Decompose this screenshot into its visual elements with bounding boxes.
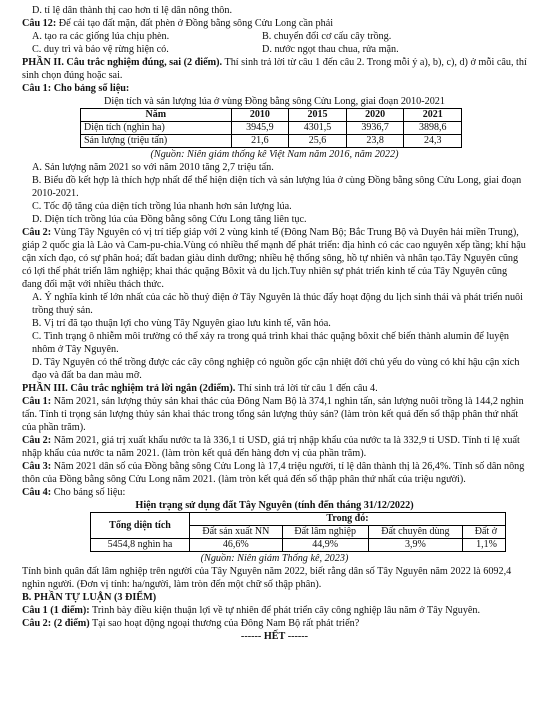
part2-q1-text: Cho bảng số liệu:: [53, 83, 130, 94]
partB-q1: [22, 604, 527, 617]
table-subheader-cell: Đất lâm nghiệp: [282, 526, 368, 539]
part2-q2-option-d: D. Tây Nguyên có thể trồng được các cây công nghiệp có nguồn gốc cận nhiệt đới chủ yếu do vùng có khí hậu cận xích đạo và đất ba dan màu mỡ.: [32, 357, 520, 381]
end-marker: ------ HẾT ------: [240, 631, 309, 642]
q12-stem: [22, 17, 527, 30]
part3-q3: [22, 460, 527, 486]
table-cell: 4301,5: [289, 122, 347, 135]
table2-title: Hiện trạng sử dụng đất Tây Nguyên (tính đến tháng 31/12/2022): [135, 500, 414, 511]
part2-q2-option-b: B. Vị trí đã tạo thuận lợi cho vùng Tây Nguyên giao lưu kinh tế, văn hóa.: [32, 318, 331, 329]
q12-option-c: C. duy trì và bảo vệ rừng hiện có.: [32, 44, 169, 55]
part2-q1-option-d: D. Diện tích trồng lúa của Đồng bằng sông Cửu Long tăng liên tục.: [32, 214, 307, 225]
part2-q1-label: Câu 1:: [22, 83, 52, 94]
q12-option-d: D. nước ngọt thau chua, rửa mặn.: [262, 44, 399, 55]
table-header-cell: Năm: [81, 109, 232, 122]
table-cell: 3936,7: [346, 122, 404, 135]
partB-title-text: B. PHẦN TỰ LUẬN (3 ĐIỂM): [22, 592, 157, 603]
part2-title: PHẦN II. Câu trắc nghiệm đúng, sai (2 điểm).: [22, 57, 223, 68]
table-header-row: [91, 513, 506, 526]
table-header-cell: 2010: [231, 109, 289, 122]
part3-title: PHẦN III. Câu trắc nghiệm trả lời ngắn (2điểm).: [22, 383, 236, 394]
part3-q2-text: Năm 2021, giá trị xuất khẩu nước ta là 336,1 tỉ USD, giá trị nhập khẩu của nước ta là 332,9 tỉ USD. Tính tỉ lệ xuất nhập khẩu của nước ta năm 2021. (làm tròn kết quả đến hàng đơn vị của phần trăm).: [22, 435, 520, 459]
table1-title: Diện tích và sản lượng lúa ở vùng Đồng bằng sông Cửu Long, giai đoạn 2010-2021: [104, 96, 445, 107]
table1-source: (Nguồn: Niên giám thống kê Việt Nam năm 2016, năm 2022): [150, 149, 399, 160]
table2-source: (Nguồn: Niên giám Thống kê, 2023): [200, 553, 349, 564]
part2-q2-label: Câu 2:: [22, 227, 52, 238]
table-subheader-cell: Đất sản xuất NN: [190, 526, 283, 539]
table-cell: 5454,8 nghìn ha: [91, 539, 190, 552]
part3-q1-text: Năm 2021, sản lượng thủy sản khai thác của Đông Nam Bộ là 374,1 nghìn tấn, sản lượng nuôi trồng là 144,2 nghìn tấn. Tính tỉ trọng sản lượng thủy sản khai thác trong tổng sản lượng thủy sản? (làm tròn kết quả đến số thập phân thứ nhất của phần trăm).: [22, 396, 524, 433]
q11-option-d: D. tỉ lệ dân thành thị cao hơn tỉ lệ dân nông thôn.: [32, 5, 233, 16]
table-cell: 46,6%: [190, 539, 283, 552]
table-cell: 24,3: [404, 135, 462, 148]
table-header-cell: Tổng diện tích: [91, 513, 190, 539]
part2-q2-text: Vùng Tây Nguyên có vị trí tiếp giáp với 2 vùng kinh tế (Đông Nam Bộ; Bắc Trung Bộ và Duyên hải miền Trung), giáp 2 quốc gia là Lào và Cam-pu-chia.Vùng có nhiều thế mạnh để phát triển: địa hình có các cao nguyên xếp tầng; khí hậu cận xích đạo, có sự phân hoá; đất badan giàu dinh dưỡng; nhiều hệ thống sông, hồ tự nhiên và nhân tạo.Tây Nguyên cũng có lợi thế phát triển lâm nghiệp; khai thác quặng Bôxit và du lịch.Tuy nhiên sự phát triển kinh tế của Tây Nguyên cũng đang đối mặt với nhiều thách thức.: [22, 227, 526, 290]
table-header-cell: 2021: [404, 109, 462, 122]
rice-table: [80, 108, 462, 148]
table-row: [81, 122, 462, 135]
table-cell: 44,9%: [282, 539, 368, 552]
table-cell: 3,9%: [368, 539, 462, 552]
table-header-cell: 2020: [346, 109, 404, 122]
partB-q1-text: Trình bày điều kiện thuận lợi về tự nhiên để phát triển cây công nghiệp lâu năm ở Tây Nguyên.: [92, 605, 481, 616]
table-cell: 1,1%: [463, 539, 506, 552]
part3-q4-text: Cho bảng số liệu:: [53, 487, 126, 498]
part3-q4-question: Tính bình quân đất lâm nghiệp trên người của Tây Nguyên năm 2022, biết rằng dân số Tây Nguyên năm 2022 là 6092,4 nghìn người. (Đơn vị tính: ha/người, làm tròn đến một chữ số thập phân).: [22, 566, 512, 590]
part2-q2-option-a: A. Ý nghĩa kinh tế lớn nhất của các hồ thuỷ điện ở Tây Nguyên là thúc đẩy hoạt động du lịch sinh thái và phát triển nuôi trồng thuỷ sản.: [32, 292, 523, 316]
part3-q3-text: Năm 2021 dân số của Đồng bằng sông Cửu Long là 17,4 triệu người, tỉ lệ dân thành thị là 26,4%. Tính số dân nông thôn của Đồng bằng sông Cửu Long năm 2021. (làm tròn kết quả đến số thập phân thứ nhất của triệu người).: [22, 461, 525, 485]
part3-q2-label: Câu 2:: [22, 435, 52, 446]
partB-q2-text: Tại sao hoạt động ngoại thương của Đông Nam Bộ rất phát triển?: [92, 618, 360, 629]
table-cell: 21,6: [231, 135, 289, 148]
part3-instructions: Thí sinh trả lời từ câu 1 đến câu 4.: [237, 383, 378, 394]
part3-q1-label: Câu 1:: [22, 396, 52, 407]
part2-q1-stem: [22, 82, 527, 95]
part3-header: [22, 382, 527, 395]
exam-page: [22, 4, 527, 643]
part3-q3-label: Câu 3:: [22, 461, 52, 472]
table-cell: Sản lượng (triệu tấn): [81, 135, 232, 148]
partB-q2: [22, 617, 527, 630]
table-cell: Diện tích (nghìn ha): [81, 122, 232, 135]
table-header-row: [81, 109, 462, 122]
land-use-table: [90, 512, 506, 552]
part2-q1-option-b: B. Biểu đồ kết hợp là thích hợp nhất để thể hiện diện tích và sản lượng lúa ở cùng Đồng bằng sông Cửu Long, giai đoạn 2010-2021.: [32, 175, 522, 199]
partB-q1-label: Câu 1 (1 điểm):: [22, 605, 90, 616]
q12-options-row2: [22, 43, 527, 56]
table-header-cell: 2015: [289, 109, 347, 122]
table-header-cell: Trong đó:: [190, 513, 506, 526]
table-subheader-cell: Đất chuyên dùng: [368, 526, 462, 539]
part2-header: [22, 56, 527, 82]
table-subheader-cell: Đất ở: [463, 526, 506, 539]
q12-options-row1: [22, 30, 527, 43]
partB-title: [22, 591, 527, 604]
part3-q4-label: Câu 4:: [22, 487, 52, 498]
partB-q2-label: Câu 2: (2 điểm): [22, 618, 90, 629]
part3-q4: [22, 486, 527, 499]
q12-option-a: A. tạo ra các giống lúa chịu phèn.: [32, 31, 170, 42]
part2-q1-option-c: C. Tốc độ tăng của diện tích trồng lúa nhanh hơn sản lượng lúa.: [32, 201, 292, 212]
table-cell: 3945,9: [231, 122, 289, 135]
part2-instructions: Thí sinh trả lời từ câu 1 đến câu 2. Trong mỗi ý a), b), c), d) ở mỗi câu, thí sinh chọn đúng hoặc sai.: [22, 57, 527, 81]
table-row: [91, 539, 506, 552]
q12-option-b: B. chuyển đổi cơ cấu cây trồng.: [262, 31, 392, 42]
part2-q2-option-c: C. Tình trạng ô nhiễm môi trường có thể xảy ra trong quá trình khai thác quặng bôxit chế biến thành alumin để luyện nhôm ở Tây Nguyên.: [32, 331, 509, 355]
table-row: [81, 135, 462, 148]
table-cell: 23,8: [346, 135, 404, 148]
q12-text: Để cải tạo đất mặn, đất phèn ở Đồng bằng sông Cửu Long cần phải: [58, 18, 334, 29]
part3-q1: [22, 395, 527, 434]
table-cell: 3898,6: [404, 122, 462, 135]
part2-q2-stem: [22, 226, 527, 291]
table-cell: 25,6: [289, 135, 347, 148]
part2-q1-option-a: A. Sản lượng năm 2021 so với năm 2010 tăng 2,7 triệu tấn.: [32, 162, 274, 173]
q12-label: Câu 12:: [22, 18, 57, 29]
part3-q2: [22, 434, 527, 460]
